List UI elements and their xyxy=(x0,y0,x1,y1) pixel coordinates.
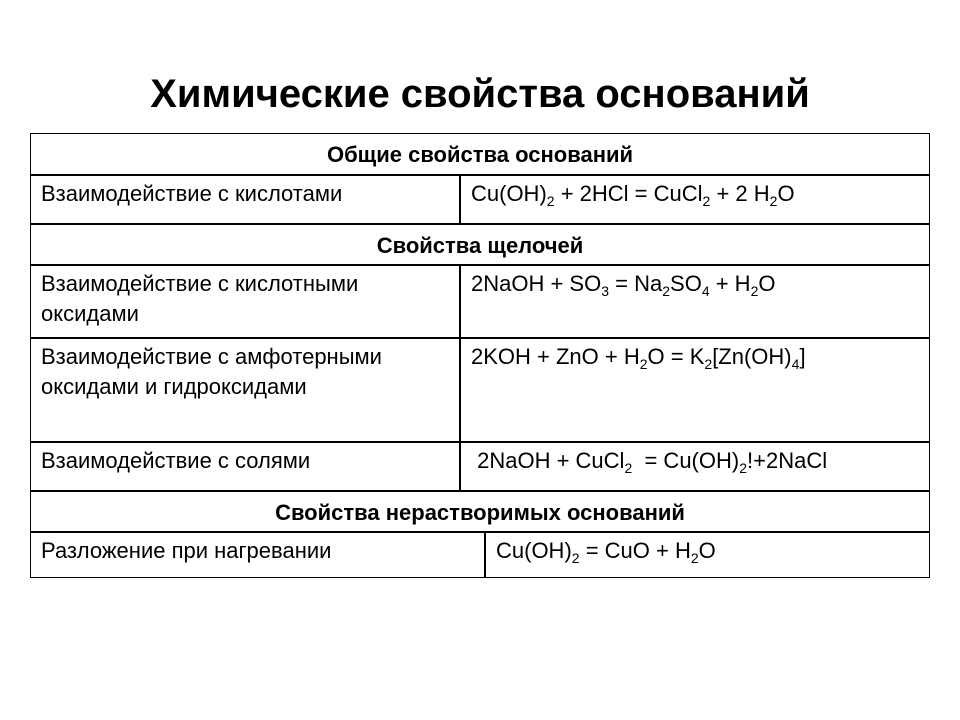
formula-subscript: 2 xyxy=(662,283,671,299)
section-header-general xyxy=(30,133,930,175)
table-row-acids-property xyxy=(30,175,460,224)
table-row-acid-oxides-property xyxy=(30,265,460,338)
formula-subscript: 2 xyxy=(739,460,748,476)
table-row-amphoteric-property xyxy=(30,338,460,442)
formula-subscript: 2 xyxy=(624,460,633,476)
property-label: Взаимодействие с солями xyxy=(41,448,311,473)
formula-subscript: 4 xyxy=(791,356,800,372)
property-label: Взаимодействие с кислотными оксидами xyxy=(41,271,359,326)
table-row-decomposition-property xyxy=(30,532,485,578)
formula-text: = Cu(OH) xyxy=(632,448,740,473)
section-header-label: Свойства нерастворимых оснований xyxy=(275,500,685,525)
formula-subscript: 3 xyxy=(601,283,610,299)
formula-text: = CuO + H xyxy=(579,538,691,563)
formula-subscript: 2 xyxy=(769,193,778,209)
formula-subscript: 2 xyxy=(639,356,648,372)
formula-subscript: 2 xyxy=(702,193,711,209)
section-header-label: Свойства щелочей xyxy=(376,233,584,258)
formula-subscript: 2 xyxy=(571,550,580,566)
formula-text: 2NaOH + CuCl xyxy=(471,448,625,473)
property-label: Взаимодействие с амфотерными оксидами и гидроксидами xyxy=(41,344,382,399)
section-header-label: Общие свойства оснований xyxy=(326,142,634,167)
formula-text: O xyxy=(698,538,716,563)
formula-text: O = K xyxy=(647,344,705,369)
section-header-insoluble xyxy=(30,491,930,532)
formula-text: Cu(OH) xyxy=(496,538,572,563)
table-row-amphoteric-formula xyxy=(460,338,930,442)
formula-text: = Na xyxy=(609,271,663,296)
table-row-acids-formula xyxy=(460,175,930,224)
formula-subscript: 2 xyxy=(690,550,699,566)
formula-text: + 2HCl = CuCl xyxy=(554,181,703,206)
table-row-acid-oxides-formula xyxy=(460,265,930,338)
section-header-alkali xyxy=(30,224,930,265)
formula-text: !+2NaCl xyxy=(747,448,828,473)
formula-text: 2NaOH + SO xyxy=(471,271,602,296)
formula-text: + 2 H xyxy=(710,181,770,206)
property-label: Взаимодействие с кислотами xyxy=(41,181,343,206)
table-row-salts-property xyxy=(30,442,460,491)
formula-text: ] xyxy=(799,344,806,369)
page-title: Химические свойства оснований xyxy=(150,72,810,116)
formula-text: SO xyxy=(670,271,702,296)
formula-subscript: 4 xyxy=(701,283,710,299)
formula-text: Cu(OH) xyxy=(471,181,547,206)
table-row-salts-formula xyxy=(460,442,930,491)
formula-text: 2KOH + ZnO + H xyxy=(471,344,640,369)
formula-text: + H xyxy=(709,271,751,296)
table-row-decomposition-formula xyxy=(485,532,930,578)
formula-text: [Zn(OH) xyxy=(712,344,792,369)
formula-subscript: 2 xyxy=(704,356,713,372)
formula-text: O xyxy=(758,271,776,296)
formula-subscript: 2 xyxy=(546,193,555,209)
formula-subscript: 2 xyxy=(750,283,759,299)
formula-text: O xyxy=(777,181,795,206)
property-label: Разложение при нагревании xyxy=(41,538,332,563)
